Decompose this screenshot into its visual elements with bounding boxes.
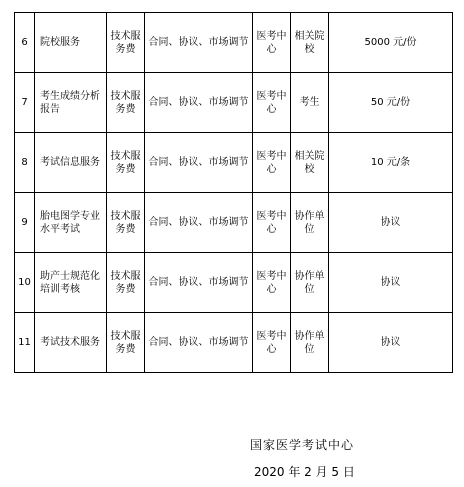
price: 5000 元/份 <box>329 13 453 73</box>
service-provider: 医考中心 <box>253 253 291 313</box>
service-provider: 医考中心 <box>253 13 291 73</box>
row-number: 9 <box>15 193 35 253</box>
service-provider: 医考中心 <box>253 73 291 133</box>
fee-table <box>14 12 453 373</box>
table-row <box>15 313 453 373</box>
issuing-organization: 国家医学考试中心 <box>250 438 355 452</box>
pricing-basis: 合同、协议、市场调节 <box>145 13 253 73</box>
row-number: 11 <box>15 313 35 373</box>
service-target: 协作单位 <box>291 313 329 373</box>
fee-category: 技术服务费 <box>107 313 145 373</box>
fee-category: 技术服务费 <box>107 133 145 193</box>
price: 10 元/条 <box>329 133 453 193</box>
pricing-basis: 合同、协议、市场调节 <box>145 313 253 373</box>
row-number: 7 <box>15 73 35 133</box>
service-name: 助产士规范化培训考核 <box>35 253 107 313</box>
fee-category: 技术服务费 <box>107 13 145 73</box>
price: 协议 <box>329 253 453 313</box>
service-provider: 医考中心 <box>253 193 291 253</box>
service-name: 考试信息服务 <box>35 133 107 193</box>
price: 协议 <box>329 193 453 253</box>
pricing-basis: 合同、协议、市场调节 <box>145 73 253 133</box>
service-target: 相关院校 <box>291 13 329 73</box>
service-target: 协作单位 <box>291 193 329 253</box>
service-target: 考生 <box>291 73 329 133</box>
price: 协议 <box>329 313 453 373</box>
service-name: 考生成绩分析报告 <box>35 73 107 133</box>
pricing-basis: 合同、协议、市场调节 <box>145 133 253 193</box>
row-number: 8 <box>15 133 35 193</box>
table-row <box>15 253 453 313</box>
row-number: 10 <box>15 253 35 313</box>
service-name: 胎电图学专业水平考试 <box>35 193 107 253</box>
service-target: 协作单位 <box>291 253 329 313</box>
fee-category: 技术服务费 <box>107 193 145 253</box>
issue-date: 2020 年 2 月 5 日 <box>254 465 355 479</box>
pricing-basis: 合同、协议、市场调节 <box>145 193 253 253</box>
table-row <box>15 73 453 133</box>
pricing-basis: 合同、协议、市场调节 <box>145 253 253 313</box>
table-row <box>15 13 453 73</box>
table-row <box>15 133 453 193</box>
service-name: 院校服务 <box>35 13 107 73</box>
service-provider: 医考中心 <box>253 133 291 193</box>
service-target: 相关院校 <box>291 133 329 193</box>
fee-category: 技术服务费 <box>107 73 145 133</box>
table-row <box>15 193 453 253</box>
service-name: 考试技术服务 <box>35 313 107 373</box>
row-number: 6 <box>15 13 35 73</box>
service-provider: 医考中心 <box>253 313 291 373</box>
fee-category: 技术服务费 <box>107 253 145 313</box>
price: 50 元/份 <box>329 73 453 133</box>
